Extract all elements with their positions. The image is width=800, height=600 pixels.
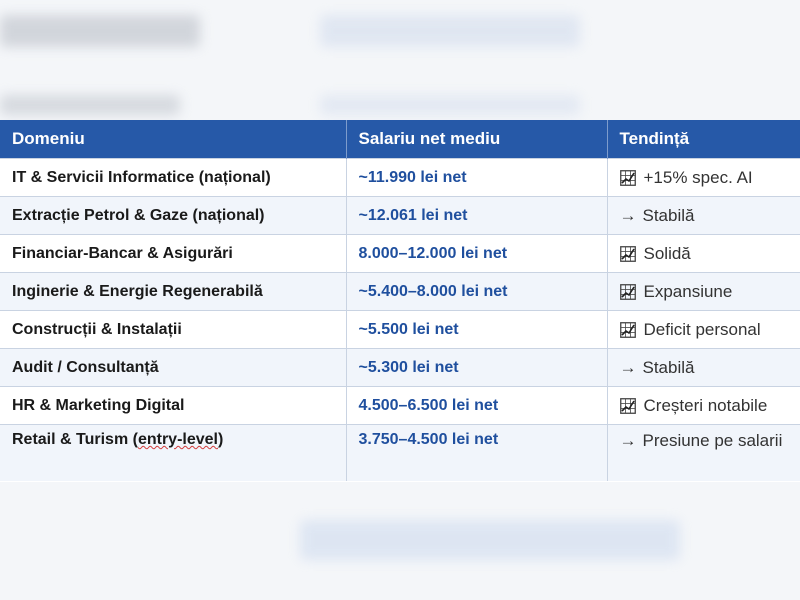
domain-cell: IT & Servicii Informatice (național) bbox=[0, 159, 346, 197]
domain-cell: Financiar-Bancar & Asigurări bbox=[0, 235, 346, 273]
trend-text: +15% spec. AI bbox=[643, 167, 753, 187]
trend-cell bbox=[607, 349, 800, 387]
domain-cell: Audit / Consultanță bbox=[0, 349, 346, 387]
trend-text: Presiune pe salarii bbox=[642, 431, 783, 450]
chart-icon bbox=[620, 170, 636, 186]
salary-cell: ~5.300 lei net bbox=[346, 349, 607, 387]
table-row bbox=[0, 387, 800, 425]
trend-text: Creșteri notabile bbox=[643, 395, 768, 415]
table-row bbox=[0, 235, 800, 273]
blurred-text-block bbox=[0, 15, 200, 47]
trend-cell bbox=[607, 311, 800, 349]
table-header-row bbox=[0, 120, 800, 159]
trend-text: Stabilă bbox=[642, 205, 695, 225]
salary-cell: 8.000–12.000 lei net bbox=[346, 235, 607, 273]
header-domain: Domeniu bbox=[0, 120, 346, 159]
domain-cell: Inginerie & Energie Regenerabilă bbox=[0, 273, 346, 311]
blurred-text-block bbox=[320, 95, 580, 115]
domain-text: ) bbox=[218, 431, 224, 448]
table-row bbox=[0, 273, 800, 311]
trend-text: Deficit personal bbox=[643, 319, 761, 339]
trend-cell bbox=[607, 235, 800, 273]
domain-cell: Extracție Petrol & Gaze (național) bbox=[0, 197, 346, 235]
domain-cell: HR & Marketing Digital bbox=[0, 387, 346, 425]
header-trend: Tendință bbox=[607, 120, 800, 159]
trend-cell bbox=[607, 425, 800, 482]
trend-text: Stabilă bbox=[642, 357, 695, 377]
arrow-right-icon: → bbox=[619, 357, 637, 377]
trend-cell bbox=[607, 387, 800, 425]
salary-cell: ~5.500 lei net bbox=[346, 311, 607, 349]
chart-icon bbox=[620, 322, 636, 338]
arrow-right-icon: → bbox=[619, 431, 637, 450]
domain-cell bbox=[0, 425, 346, 482]
chart-icon bbox=[620, 246, 636, 262]
salary-table-container bbox=[0, 120, 800, 482]
blurred-text-block bbox=[320, 15, 580, 47]
trend-cell bbox=[607, 273, 800, 311]
header-salary: Salariu net mediu bbox=[346, 120, 607, 159]
spellcheck-underlined-text: entry-level bbox=[137, 431, 218, 448]
trend-cell bbox=[607, 197, 800, 235]
salary-cell: ~5.400–8.000 lei net bbox=[346, 273, 607, 311]
trend-text: Solidă bbox=[643, 243, 691, 263]
domain-cell: Construcții & Instalații bbox=[0, 311, 346, 349]
table-row bbox=[0, 197, 800, 235]
salary-cell: ~12.061 lei net bbox=[346, 197, 607, 235]
salary-table bbox=[0, 120, 800, 481]
chart-icon bbox=[620, 284, 636, 300]
chart-icon bbox=[620, 398, 636, 414]
table-row bbox=[0, 425, 800, 482]
arrow-right-icon: → bbox=[619, 205, 637, 225]
table-row bbox=[0, 349, 800, 387]
salary-cell: 4.500–6.500 lei net bbox=[346, 387, 607, 425]
salary-cell: 3.750–4.500 lei net bbox=[346, 425, 607, 482]
domain-text: Retail & Turism ( bbox=[12, 431, 138, 448]
trend-cell bbox=[607, 159, 800, 197]
blurred-text-block bbox=[300, 520, 680, 560]
trend-text: Expansiune bbox=[643, 281, 733, 301]
blurred-text-block bbox=[0, 95, 180, 115]
table-row bbox=[0, 159, 800, 197]
salary-cell: ~11.990 lei net bbox=[346, 159, 607, 197]
table-row bbox=[0, 311, 800, 349]
